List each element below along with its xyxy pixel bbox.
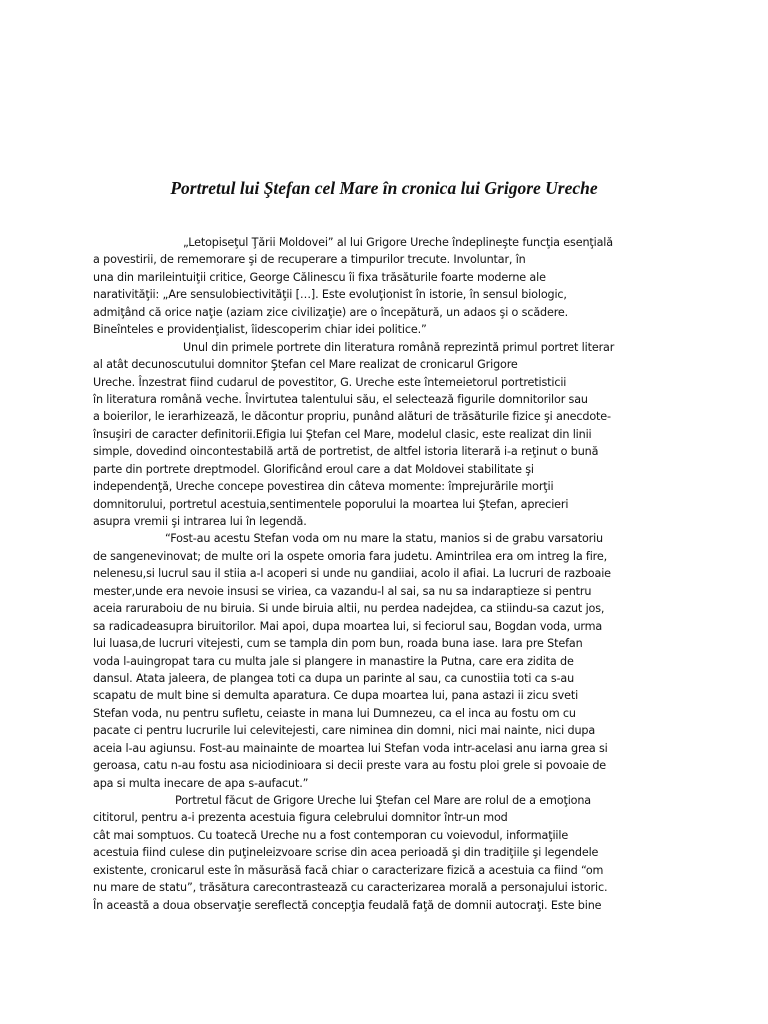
text-line: simple, dovedind oincontestabilă artă de portretist, de altfel istoria literară i-a reţinut o bună <box>93 445 599 459</box>
text-line: a boierilor, le ierarhizează, le dăcontur propriu, punând alături de trăsăturile fizice şi anecdote- <box>93 410 611 424</box>
document-body <box>93 234 681 914</box>
text-line: Bineînteles e providenţialist, îidescoperim chiar idei politice.” <box>93 323 427 337</box>
text-line: existente, cronicarul este în măsurăsă facă chiar o caracterizare fizică a acestuia ca fiind “om <box>93 863 604 877</box>
text-line: Stefan voda, nu pentru sufletu, ceiaste in mana lui Dumnezeu, ca el inca au fostu om cu <box>93 706 576 720</box>
text-line: admiţând că orice naţie (aziam zice civilizaţie) are o începătură, un adaos şi o scădere. <box>93 305 569 319</box>
text-line: Ureche. Înzestrat fiind cudarul de povestitor, G. Ureche este întemeietorul portretisticii <box>93 375 567 389</box>
text-line: în literatura română veche. Învirtutea talentului său, el selectează figurile domnitorilor sau <box>93 392 588 406</box>
text-line: narativităţii: „Are sensulobiectivităţii […]. Este evoluţionist în istorie, în sensul biologic, <box>93 288 567 302</box>
text-line: aceia raruraboiu de nu biruia. Si unde biruia altii, nu perdea nadejdea, ca stiindu-sa cazut jos, <box>93 602 605 616</box>
text-line: însuşiri de caracter definitorii.Efigia lui Ştefan cel Mare, modelul clasic, este realizat din linii <box>93 427 592 441</box>
text-line: „Letopiseţul Ţării Moldovei” al lui Grigore Ureche îndeplineşte funcţia esenţială <box>183 236 613 249</box>
text-line: aceia l-au agiunsu. Fost-au mainainte de moartea lui Stefan voda intr-acelasi anu iarna grea si <box>93 741 608 755</box>
text-line: parte din portrete dreptmodel. Glorificând eroul care a dat Moldovei stabilitate şi <box>93 462 534 476</box>
text-line: cât mai somptuos. Cu toatecă Ureche nu a fost contemporan cu voievodul, informaţiile <box>93 828 569 842</box>
text-line: geroasa, catu n-au fostu asa niciodinioara si decii preste vara au fostu ploi grele si povoaie de <box>93 759 607 773</box>
text-line: al atât decunoscutului domnitor Ştefan cel Mare realizat de cronicarul Grigore <box>93 358 518 372</box>
text-line: acestuia fiind culese din puţineleizvoare scrise din acea perioadă şi din tradiţiile şi legendele <box>93 846 599 860</box>
text-line: independenţă, Ureche concepe povestirea din câteva momente: împrejurările morţii <box>93 480 554 494</box>
text-line: voda l-auingropat tara cu multa jale si plangere in manastire la Putna, care era zidita de <box>93 654 574 668</box>
text-line: cititorul, pentru a-i prezenta acestuia figura celebrului domnitor într-un mod <box>93 811 508 825</box>
text-line: scapatu de mult bine si demulta aparatura. Ce dupa moartea lui, pana astazi ii zicu sveti <box>93 689 579 703</box>
text-line: nelenesu,si lucrul sau il stiia a-l acoperi si unde nu gandiiai, acolo il afiai. La lucruri de razboaie <box>93 567 611 581</box>
text-line: pacate ci pentru lucrurile lui celevitejesti, care niminea din domni, nici mai nainte, nici dupa <box>93 724 596 738</box>
text-line: asupra vremii şi intrarea lui în legendă. <box>93 515 307 528</box>
text-line: lui luasa,de lucruri vitejesti, cum se tampla din pom bun, roada buna iase. Iara pre Stefan <box>93 637 583 651</box>
text-line: a povestirii, de rememorare şi de recuperare a timpurilor trecute. Involuntar, în <box>93 253 526 267</box>
text-line: mester,unde era nevoie insusi se viriea, ca vazandu-l al sai, sa nu sa indaraptieze si pentru <box>93 584 592 598</box>
text-line: Portretul făcut de Grigore Ureche lui Ştefan cel Mare are rolul de a emoţiona <box>175 794 591 807</box>
text-line: apa si multa inecare de apa s-aufacut.” <box>93 776 309 790</box>
document-title: Portretul lui Ştefan cel Mare în cronica lui Grigore Ureche <box>170 178 598 198</box>
text-line: de sangenevinovat; de multe ori la ospete omoria fara judetu. Amintrilea era om intreg la fire, <box>93 549 608 563</box>
text-line: dansul. Atata jaleera, de plangea toti ca dupa un parinte al sau, ca cunostiia toti ca s-au <box>93 671 575 685</box>
text-line: În această a doua observaţie sereflectă concepţia feudală faţă de domnii autocraţi. Este bine <box>93 898 602 912</box>
text-line: domnitorului, portretul acestuia,sentimentele poporului la moartea lui Ştefan, aprecieri <box>93 497 569 511</box>
text-line: “Fost-au acestu Stefan voda om nu mare la statu, manios si de grabu varsatoriu <box>165 532 604 546</box>
text-line: nu mare de statu”, trăsătura carecontrastează cu caracterizarea morală a personajului istoric. <box>93 881 608 895</box>
text-line: sa radicadeasupra biruitorilor. Mai apoi, dupa moartea lui, si feciorul sau, Bogdan voda, urma <box>93 619 603 633</box>
text-line: una din marileintuiţii critice, George Călinescu îi fixa trăsăturile foarte moderne ale <box>93 270 546 284</box>
text-line: Unul din primele portrete din literatura română reprezintă primul portret literar <box>183 340 615 354</box>
